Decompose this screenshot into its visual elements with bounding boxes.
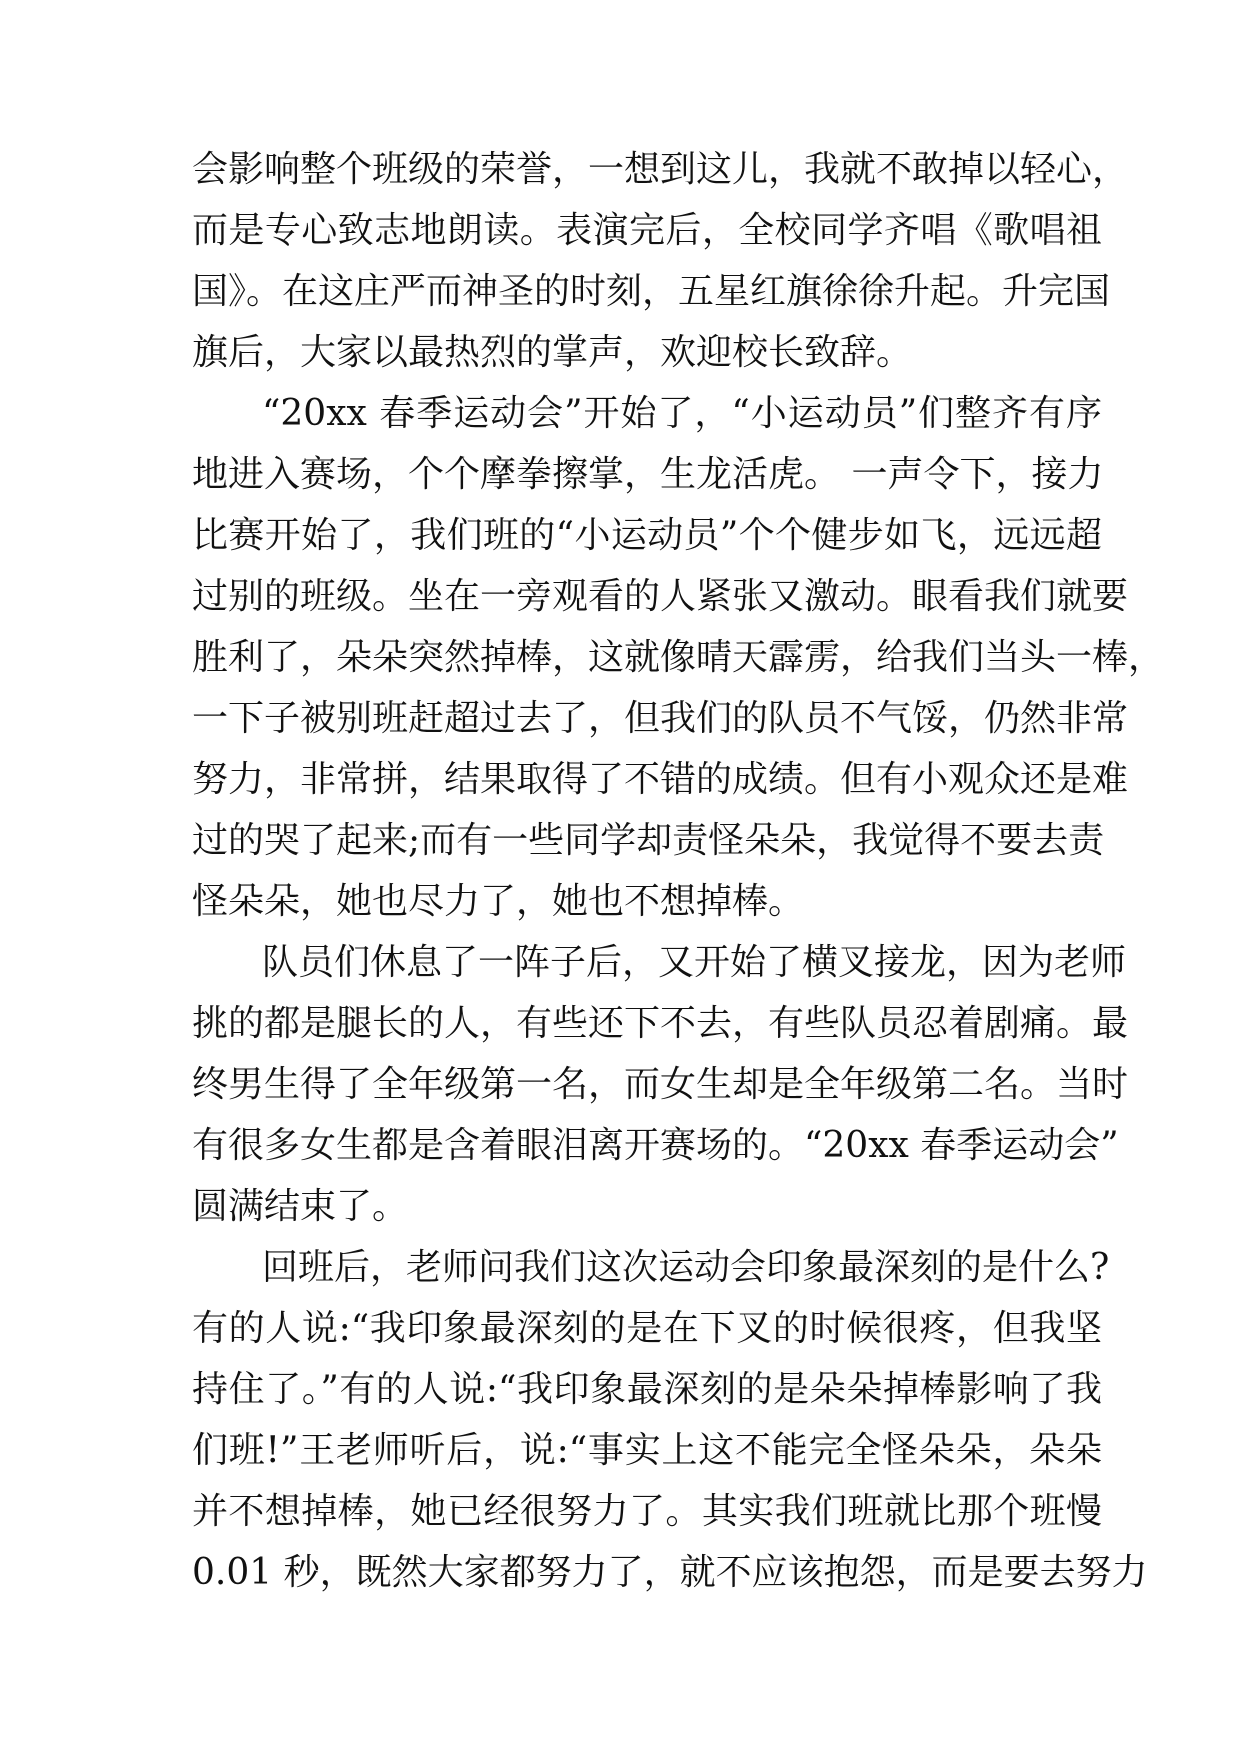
text-line: 地进入赛场，个个摩拳擦掌，生龙活虎。 一声令下，接力 <box>192 454 1104 495</box>
text-line: 旗后，大家以最热烈的掌声，欢迎校长致辞。 <box>192 332 913 373</box>
text-line: 过的哭了起来;而有一些同学却责怪朵朵，我觉得不要去责 <box>192 820 1105 861</box>
text-line: 努力，非常拼，结果取得了不错的成绩。但有小观众还是难 <box>192 759 1129 800</box>
text-line: 0.01 秒，既然大家都努力了，就不应该抱怨，而是要去努力 <box>192 1552 1148 1593</box>
text-line: 队员们休息了一阵子后，又开始了横叉接龙，因为老师 <box>262 942 1127 983</box>
text-line: 有的人说:“我印象最深刻的是在下叉的时候很疼，但我坚 <box>192 1308 1102 1349</box>
text-line: 挑的都是腿长的人，有些还下不去，有些队员忍着剧痛。最 <box>192 1003 1129 1044</box>
text-line: 一下子被别班赶超过去了，但我们的队员不气馁，仍然非常 <box>192 698 1129 739</box>
text-line: 持住了。”有的人说:“我印象最深刻的是朵朵掉棒影响了我 <box>192 1369 1102 1410</box>
text-line: 有很多女生都是含着眼泪离开赛场的。“20xx 春季运动会” <box>192 1125 1119 1166</box>
text-line: 怪朵朵，她也尽力了，她也不想掉棒。 <box>192 881 805 922</box>
text-line: 国》。在这庄严而神圣的时刻，五星红旗徐徐升起。升完国 <box>192 271 1111 312</box>
text-line: 并不想掉棒，她已经很努力了。其实我们班就比那个班慢 <box>192 1491 1102 1532</box>
text-line: 圆满结束了。 <box>192 1186 409 1227</box>
text-line: 会影响整个班级的荣誉，一想到这儿，我就不敢掉以轻心， <box>192 149 1129 190</box>
text-line: 而是专心致志地朗读。表演完后，全校同学齐唱《歌唱祖 <box>192 210 1102 251</box>
text-line: 终男生得了全年级第一名，而女生却是全年级第二名。当时 <box>192 1064 1129 1105</box>
text-line: 们班!”王老师听后，说:“事实上这不能完全怪朵朵，朵朵 <box>192 1430 1102 1471</box>
text-line: “20xx 春季运动会”开始了，“小运动员”们整齐有序 <box>262 393 1102 434</box>
text-line: 比赛开始了，我们班的“小运动员”个个健步如飞，远远超 <box>192 515 1102 556</box>
text-line: 过别的班级。坐在一旁观看的人紧张又激动。眼看我们就要 <box>192 576 1129 617</box>
text-line: 胜利了，朵朵突然掉棒，这就像晴天霹雳，给我们当头一棒， <box>192 637 1165 678</box>
text-line: 回班后，老师问我们这次运动会印象最深刻的是什么? <box>262 1247 1110 1288</box>
